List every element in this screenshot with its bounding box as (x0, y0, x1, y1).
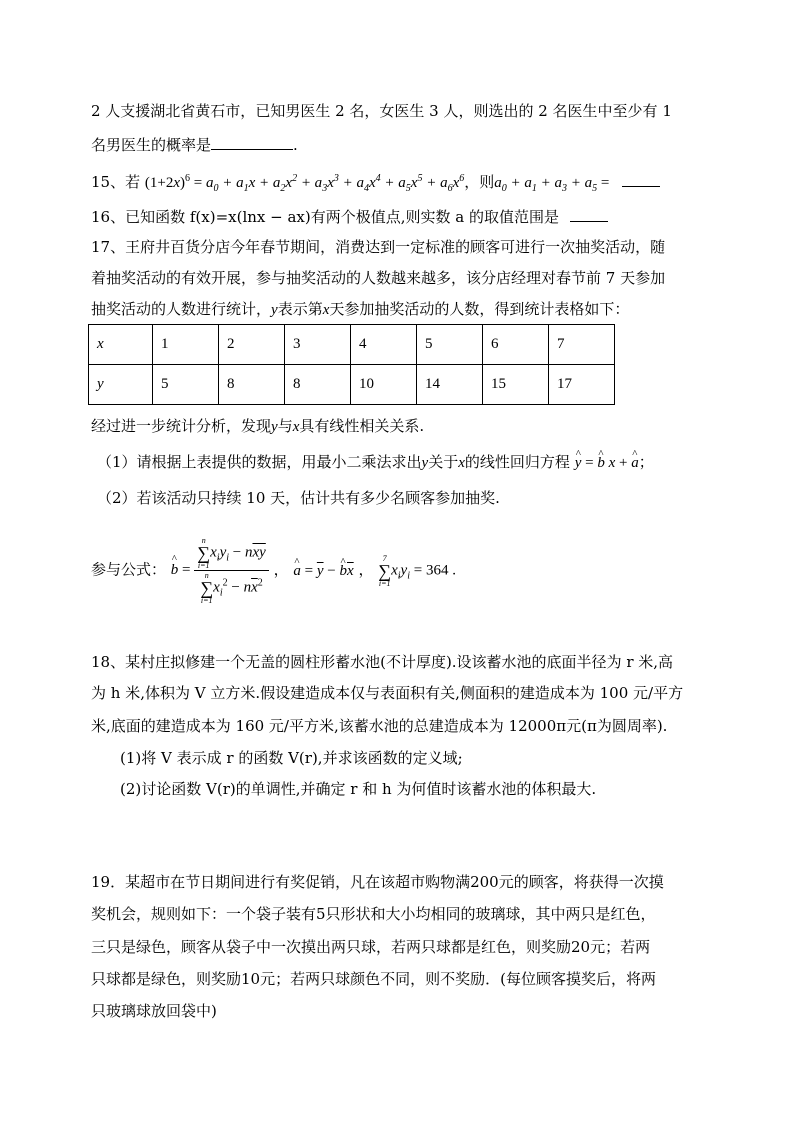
q15-binomial-expansion: $(1+2x)^6 = a_0 + a_1x + a_2x^2 + a_3x^3 + a_4x^4 + a_5x^5 + a_6x^6$ (144, 173, 465, 194)
q16-line (91, 205, 608, 227)
table-cell: 8 (285, 365, 351, 405)
q14-line-2: 名男医生的概率是 . (91, 133, 298, 155)
q17-line-3 (91, 299, 629, 320)
q17-after-table (91, 416, 424, 437)
table-cell: 8 (219, 365, 285, 405)
table-cell: 1 (153, 325, 219, 365)
q17-part-2: （2）若该活动只持续 10 天，估计共有多少名顾客参加抽奖. (97, 489, 500, 507)
q17-b-hat-fraction: n ∑ i=1 $x_iy_i - n\overline{xy}$ n ∑ i=1 $x_i^2 - n\overline{x}^2$ (194, 536, 269, 605)
table-cell: 14 (417, 365, 483, 405)
q17-formula-label: 参与公式： (91, 560, 167, 579)
table-cell: 15 (483, 365, 549, 405)
q17-regression-equation: ^ y = ^ b x + ^ a (575, 455, 639, 471)
q17-line-3-c: 天参加抽奖活动的人数，得到统计表格如下： (329, 300, 630, 318)
q15-answer-blank (622, 170, 660, 187)
q17-after-table-c: 具有线性相关关系. (299, 417, 425, 435)
table-cell: 5 (417, 325, 483, 365)
q14-line-1: 2 人支援湖北省黄石市，已知男医生 2 名，女医生 3 人，则选出的 2 名医生中至少有 1 (91, 102, 672, 120)
table-cell: 10 (351, 365, 417, 405)
q19-line-3: 三只是绿色，顾客从袋子中一次摸出两只球，若两只球都是红色，则奖励20元；若两 (91, 938, 651, 956)
q18-line-3: 米,底面的建造成本为 160 元/平方米,该蓄水池的总建造成本为 12000π元(π为圆周率). (91, 717, 668, 735)
q18-part-1: (1)将 V 表示成 r 的函数 V(r),并求该函数的定义域; (120, 749, 463, 767)
table-cell: 2 (219, 325, 285, 365)
q17-sum-value: = 364 . (413, 561, 456, 578)
q15-prefix: 15、若 (91, 173, 141, 191)
table-row-y (89, 365, 615, 405)
q17-sum-formula: 7 ∑ i=1 $x_iy_i = 364$ . (378, 553, 456, 588)
statistics-table (88, 324, 615, 405)
q17-line-3-b: 表示第 (277, 300, 323, 318)
table-row-x (89, 325, 615, 365)
q18-part-2: (2)讨论函数 V(r)的单调性,并确定 r 和 h 为何值时该蓄水池的体积最大. (120, 780, 597, 798)
table-cell: 6 (483, 325, 549, 365)
q17-part-1-b: 关于 (428, 453, 459, 471)
q17-formula-line: 参与公式： ^ b = n ∑ i=1 $x_iy_i - n\overline{xy}$ n ∑ i=1 $x_i^2 - n\overline{x}^2$ ， ^ $a = \overline{y}$ − ^ $b\overline{x}$ ， 7 ∑ i=1 $x_iy_i = 364$ . (91, 536, 456, 596)
q17-var-y: y (421, 455, 429, 471)
q15-middle: ，则 (464, 173, 495, 191)
table-header-x: x (89, 325, 153, 365)
q17-after-table-a: 经过进一步统计分析，发现 (91, 417, 272, 435)
q17-line-2: 着抽奖活动的有效开展，参与抽奖活动的人数越来越多，该分店经理对春节前 7 天参加 (91, 269, 666, 287)
q15-target-sum: $a_0 + a_1 + a_3 + a_5$ = (494, 175, 610, 194)
table-header-y: y (89, 365, 153, 405)
table-cell: 4 (351, 325, 417, 365)
q17-var-x: x (322, 302, 330, 318)
q17-b-hat-formula: ^ b = n ∑ i=1 $x_iy_i - n\overline{xy}$ n ∑ i=1 $x_i^2 - n\overline{x}^2$ (171, 536, 269, 605)
q19-line-5: 只玻璃球放回袋中) (91, 1002, 217, 1020)
q17-part-1-a: （1）请根据上表提供的数据，用最小二乘法求出 (97, 453, 422, 471)
q14-line-2-text: 名男医生的概率是 (91, 136, 212, 154)
q17-part-1: （1）请根据上表提供的数据，用最小二乘法求出y关于x的线性回归方程 ^ y = ^ b x + ^ a； (97, 452, 654, 473)
q19-line-2: 奖机会，规则如下：一个袋子装有5只形状和大小均相同的玻璃球，其中两只是红色， (91, 905, 656, 923)
q17-line-3-a: 抽奖活动的人数进行统计， (91, 300, 272, 318)
q18-line-1: 18、某村庄拟修建一个无盖的圆柱形蓄水池(不计厚度).设该蓄水池的底面半径为 r 米,高 (91, 653, 674, 671)
q17-part-1-c: 的线性回归方程 (464, 453, 570, 471)
q17-a-hat-formula: ^ $a = \overline{y}$ − ^ $b\overline{x}$ (293, 563, 353, 579)
q19-line-4: 只球都是绿色，则奖励10元；若两只球颜色不同，则不奖励．(每位顾客摸奖后，将两 (91, 970, 656, 988)
table-cell: 3 (285, 325, 351, 365)
q17-var-y: y (271, 302, 278, 318)
q17-line-1: 17、王府井百货分店今年春节期间，消费达到一定标准的顾客可进行一次抽奖活动，随 (91, 238, 666, 256)
q18-line-2: 为 h 米,体积为 V 立方米.假设建造成本仅与表面积有关,侧面积的建造成本为 100 元/平方 (91, 684, 684, 702)
q17-var-y: y (271, 419, 278, 435)
q19-line-1: 19．某超市在节日期间进行有奖促销，凡在该超市购物满200元的顾客，将获得一次摸 (91, 873, 664, 891)
q17-var-x: x (458, 455, 465, 471)
q16-answer-blank (570, 205, 608, 222)
q17-var-x: x (292, 419, 300, 435)
q14-answer-blank (211, 133, 293, 150)
q15-line (91, 170, 660, 193)
table-cell: 5 (153, 365, 219, 405)
q17-after-table-b: 与 (277, 417, 293, 435)
table-cell: 7 (549, 325, 615, 365)
table-cell: 17 (549, 365, 615, 405)
q16-text: 16、已知函数 f(x)=x(lnx − ax)有两个极值点,则实数 a 的取值范围是 (91, 208, 559, 226)
